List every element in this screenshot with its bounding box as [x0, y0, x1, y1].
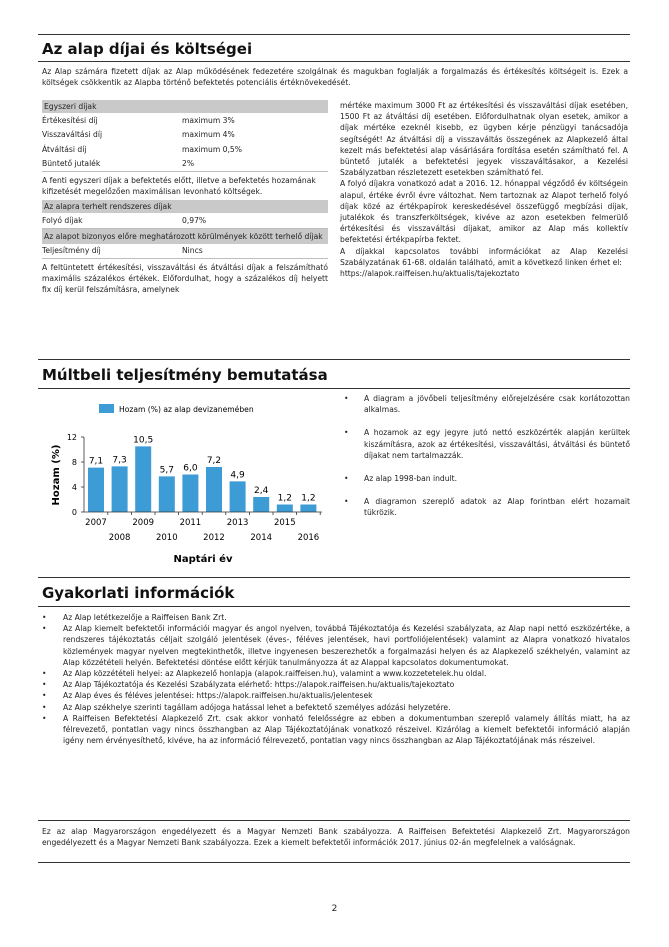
bar-2015: [277, 505, 293, 513]
bar-2008: [112, 466, 128, 512]
ongoing-fee-row: Folyó díjak 0,97%: [42, 213, 328, 229]
section-rule: [38, 820, 630, 821]
bar-value-label: 10,5: [133, 435, 154, 446]
x-tick-label: 2015: [273, 518, 296, 528]
legend-swatch: [99, 404, 114, 413]
list-item: • Az Alap közzétételi helyei: az Alapkezelő honlapja (alapok.raiffeisen.hu), valamint a www.kozzetetelek.hu oldal.: [42, 669, 487, 679]
y-tick-label: 8: [71, 458, 77, 467]
list-item: • A hozamok az egy jegyre jutó nettó eszközérték alapján kerültek kiszámításra, azok az értékesítési, visszaváltási, átváltási és büntető díjakat nem tartalmazzák.: [344, 428, 630, 460]
list-item: • Az Alap Tájékoztatója és Kezelési Szabályzata elérhető: https://alapok.raiffeisen.hu/aktualis/tajekoztato: [42, 680, 455, 690]
y-tick-label: 4: [71, 483, 77, 492]
section-rule: [38, 388, 630, 389]
fees-left-tail: A feltüntetett értékesítési, visszaváltási és átváltási díjak a felszámítható maximális százalékos értékek. Előfordulhat, hogy a százalékos díj helyett fix díj kerül felszámításra, amelynek: [42, 263, 328, 294]
fee-row: Átváltási díj maximum 0,5%: [42, 144, 242, 154]
x-tick-label: 2016: [297, 533, 320, 543]
bar-value-label: 7,1: [88, 456, 104, 467]
top-rule: [38, 34, 630, 35]
y-axis-label: Hozam (%): [51, 444, 62, 506]
list-item: • Az alap 1998-ban indult.: [344, 474, 458, 484]
x-tick-label: 2009: [132, 518, 155, 528]
bar-2016: [300, 505, 316, 513]
section-rule: [38, 61, 630, 62]
performance-fees-header: Az alapot bizonyos előre meghatározott körülmények között terhelő díjak: [42, 229, 328, 244]
bar-value-label: 1,2: [277, 493, 292, 504]
bar-value-label: 7,3: [112, 455, 127, 466]
list-item: • A diagram a jövőbeli teljesítmény előrejelzésére csak korlátozottan alkalmas.: [344, 394, 630, 415]
list-item: • Az Alap kiemelt befektetői információi magyar és angol nyelven, továbbá Tájékoztatója és Kezelési szabályzata, az Alap napi nettó eszközértéke, a rendszeres tájékoztatás céljait szolgáló jelentések (éves-, féléves jelentések, havi portfoliójelentések) valamint az Alapra vonatkozó hivatalos közlemények magyar nyelven megtekinthetők, illetve ingyenesen beszerezhetők a forgalmazási helyen és az Alapkezelő székhelyén, valamint az Alap közzétételi helyén. Befektetési döntése előtt kérjük tanulmányozza át az Alappal kapcsolatos dokumentumokat.: [42, 624, 630, 667]
list-item: • Az Alap székhelye szerinti tagállam adójoga hatással lehet a befektető személyes adózási helyzetére.: [42, 702, 451, 712]
regulatory-footer: Ez az alap Magyarországon engedélyezett és a Magyar Nemzeti Bank szabályozza. A Raiffeisen Befektetési Alapkezelő Zrt. Magyarországon engedélyezett és a Magyar Nemzeti Bank szabályozza. Ezek a kiemelt befektetői információk 2017. június 02-án megfelelnek a valóságnak.: [42, 827, 630, 848]
performance-fee-row: Teljesítmény díj Nincs: [42, 244, 328, 260]
y-tick-label: 0: [71, 508, 77, 517]
bottom-rule: [38, 862, 630, 863]
x-tick-label: 2008: [108, 533, 131, 543]
fees-right-column: [340, 100, 628, 279]
fees-note-2: A folyó díjakra vonatkozó adat a 2016. 12. hónappal végződő év költségein alapul, értéke évről évre változhat. Nem tartoznak az Alapot terhelő folyó díjak közé az értékpapírok kereskedésével összefüggő megbízási díjak, jutalékok és transzferköltségek, kivéve az azon esetekben felmerülő értékesítési és visszaváltási díjakat, amikor az Alap más kollektív befektetési értékpapírba fektet.: [340, 179, 628, 245]
fee-row: Visszaváltási díj maximum 4%: [42, 130, 235, 140]
section-rule: [38, 606, 630, 607]
performance-notes: [344, 393, 630, 531]
fee-row: Büntető jutalék 2%: [42, 157, 328, 173]
section-title-fees: Az alap díjai és költségei: [42, 40, 253, 58]
bar-value-label: 2,4: [254, 486, 269, 496]
list-item: • Az Alap letétkezelője a Raiffeisen Bank Zrt.: [42, 613, 227, 622]
prospectus-link[interactable]: https://alapok.raiffeisen.hu/aktualis/tajekoztato: [340, 269, 520, 279]
x-tick-label: 2007: [85, 518, 107, 528]
fees-note-3: A díjakkal kapcsolatos további információkat az Alap Kezelési Szabályzatának 61-68. oldalán található, amit a következő linken érhet el:: [340, 246, 628, 267]
bar-2010: [159, 476, 175, 512]
fees-table: [42, 100, 328, 298]
bar-2011: [182, 475, 198, 513]
bar-value-label: 1,2: [301, 493, 316, 504]
list-item: • A diagramon szereplő adatok az Alap forintban elért hozamait tükrözik.: [344, 497, 630, 518]
x-tick-label: 2011: [179, 518, 202, 528]
x-tick-label: 2013: [226, 518, 249, 528]
fees-intro: Az Alap számára fizetett díjak az Alap működésének fedezetére szolgálnak és magukban foglalják a forgalmazás és értékesítés költségeit is. Ezek a költségek csökkentik az Alapba történő befektetés potenciális értéknövekedését.: [42, 67, 628, 88]
section-rule: [38, 577, 630, 578]
fees-note-1: mértéke maximum 3000 Ft az értékesítési és visszaváltási díjak esetében, 1500 Ft az átváltási díj esetében. Előfordulhatnak olyan esetek, amikor a díjak mértéke ezeknél kisebb, ez ügyben kérje pénzügyi tanácsadója segítségét! Az átváltási díj a visszaváltás összegének az Alapkezelő által kezelt más befektetési alap vásárlására fordítása esetén számítható fel. A büntető jutalék a befektetési jegyek visszaváltásakor, a Kezelési Szabályzatban részletezett esetekben számítható fel.: [340, 101, 628, 178]
bar-2014: [253, 497, 269, 512]
x-tick-label: 2014: [250, 533, 273, 543]
fee-row: Értékesítési díj maximum 3%: [42, 115, 235, 125]
bar-2007: [88, 468, 104, 512]
practical-info-list: [42, 612, 630, 746]
ongoing-fees-header: Az alapra terhelt rendszeres díjak: [42, 200, 328, 213]
page-number: 2: [331, 904, 338, 914]
bar-value-label: 5,7: [159, 465, 174, 476]
legend-label: Hozam (%) az alap devizanemében: [119, 405, 254, 414]
list-item: • Az Alap éves és féléves jelentései: https://alapok.raiffeisen.hu/aktualis/jelentesek: [42, 691, 373, 701]
bar-value-label: 4,9: [230, 470, 245, 481]
performance-bar-chart: [42, 395, 332, 575]
y-tick-label: 12: [66, 433, 77, 442]
bar-2012: [206, 467, 222, 512]
x-axis-label: Naptári év: [173, 554, 233, 565]
bar-2009: [135, 446, 151, 512]
bar-2013: [230, 481, 246, 512]
section-title-performance: Múltbeli teljesítmény bemutatása: [42, 366, 328, 384]
bar-value-label: 7,2: [206, 456, 222, 466]
x-tick-label: 2010: [155, 533, 178, 543]
x-tick-label: 2012: [203, 533, 225, 543]
bar-value-label: 6,0: [183, 463, 198, 474]
section-rule: [38, 359, 630, 360]
list-item: • A Raiffeisen Befektetési Alapkezelő Zrt. csak akkor vonható felelősségre az ebben a dokumentumban szereplő valamely állítás miatt, ha az félrevezető, pontatlan vagy nincs összhangban az Alap Tájékoztatójának vonatkozó részeivel. Kizárólag a kiemelt befektetői információ alapján igény nem érvényesíthető, kivéve, ha az információ félrevezető, pontatlan vagy nincs összhangban az Alap Tájékoztatójának más részeivel.: [42, 713, 630, 746]
one-off-note: A fenti egyszeri díjak a befektetés előtt, illetve a befektetés hozamának kifizetését megelőzően maximálisan levonható költségek.: [42, 176, 316, 196]
one-off-fees-header: Egyszeri díjak: [42, 100, 328, 113]
section-title-practical: Gyakorlati információk: [42, 584, 235, 602]
